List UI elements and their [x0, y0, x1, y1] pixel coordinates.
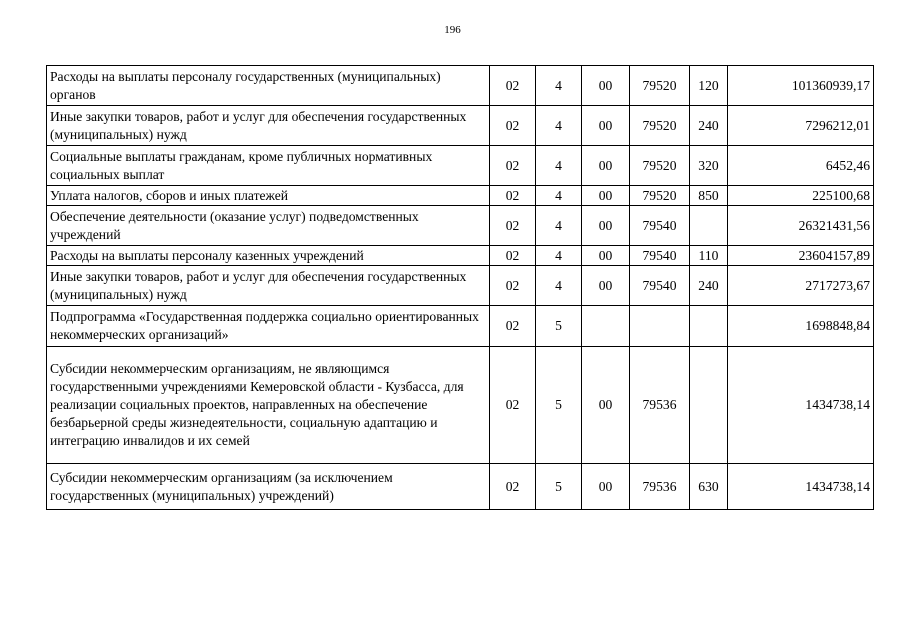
- row-amount: 1434738,14: [728, 464, 874, 510]
- row-target-code: 79540: [630, 246, 690, 266]
- row-program-code: [582, 306, 630, 347]
- row-program-code: 00: [582, 186, 630, 206]
- row-amount: 1698848,84: [728, 306, 874, 347]
- row-section-code: 02: [490, 464, 536, 510]
- row-target-code: 79520: [630, 146, 690, 186]
- row-name: Субсидии некоммерческим организациям (за исключением государственных (муниципальных) учреждений): [47, 464, 490, 510]
- row-program-code: 00: [582, 266, 630, 306]
- row-expense-type-code: 120: [690, 66, 728, 106]
- row-expense-type-code: 630: [690, 464, 728, 510]
- row-subsection-code: 4: [536, 206, 582, 246]
- row-name: Субсидии некоммерческим организациям, не являющимся государственными учреждениями Кемеровской области - Кузбасса, для реализации социальных проектов, направленных на обеспечение безбарьерной среды жизнедеятельности, социальную адаптацию и интеграцию инвалидов и их семей: [47, 347, 490, 464]
- table-row: [47, 266, 874, 306]
- row-subsection-code: 4: [536, 66, 582, 106]
- row-target-code: 79536: [630, 347, 690, 464]
- row-name: Расходы на выплаты персоналу казенных учреждений: [47, 246, 490, 266]
- table-row: [47, 106, 874, 146]
- row-section-code: 02: [490, 146, 536, 186]
- row-program-code: 00: [582, 106, 630, 146]
- row-amount: 26321431,56: [728, 206, 874, 246]
- row-amount: 23604157,89: [728, 246, 874, 266]
- row-subsection-code: 5: [536, 347, 582, 464]
- row-expense-type-code: 240: [690, 266, 728, 306]
- row-expense-type-code: 240: [690, 106, 728, 146]
- row-name: Уплата налогов, сборов и иных платежей: [47, 186, 490, 206]
- row-expense-type-code: 850: [690, 186, 728, 206]
- table-row: [47, 146, 874, 186]
- row-program-code: 00: [582, 347, 630, 464]
- row-amount: 7296212,01: [728, 106, 874, 146]
- row-subsection-code: 5: [536, 306, 582, 347]
- row-amount: 6452,46: [728, 146, 874, 186]
- row-target-code: 79520: [630, 186, 690, 206]
- row-target-code: 79520: [630, 66, 690, 106]
- row-target-code: 79536: [630, 464, 690, 510]
- row-name: Иные закупки товаров, работ и услуг для обеспечения государственных (муниципальных) нужд: [47, 266, 490, 306]
- row-section-code: 02: [490, 66, 536, 106]
- budget-table: [46, 65, 874, 510]
- row-program-code: 00: [582, 206, 630, 246]
- row-subsection-code: 4: [536, 106, 582, 146]
- row-amount: 101360939,17: [728, 66, 874, 106]
- row-expense-type-code: [690, 206, 728, 246]
- row-target-code: 79520: [630, 106, 690, 146]
- table-row: [47, 66, 874, 106]
- row-expense-type-code: 320: [690, 146, 728, 186]
- row-subsection-code: 4: [536, 146, 582, 186]
- table-row: [47, 347, 874, 464]
- row-program-code: 00: [582, 246, 630, 266]
- row-section-code: 02: [490, 186, 536, 206]
- page-number: 196: [444, 24, 461, 36]
- row-subsection-code: 4: [536, 266, 582, 306]
- row-section-code: 02: [490, 106, 536, 146]
- row-amount: 225100,68: [728, 186, 874, 206]
- row-name: Социальные выплаты гражданам, кроме публичных нормативных социальных выплат: [47, 146, 490, 186]
- row-program-code: 00: [582, 464, 630, 510]
- row-section-code: 02: [490, 306, 536, 347]
- row-subsection-code: 5: [536, 464, 582, 510]
- row-target-code: 79540: [630, 206, 690, 246]
- table-row: [47, 306, 874, 347]
- table-row: [47, 464, 874, 510]
- row-amount: 1434738,14: [728, 347, 874, 464]
- row-amount: 2717273,67: [728, 266, 874, 306]
- table-row: [47, 246, 874, 266]
- row-expense-type-code: [690, 347, 728, 464]
- row-name: Расходы на выплаты персоналу государственных (муниципальных) органов: [47, 66, 490, 106]
- row-section-code: 02: [490, 206, 536, 246]
- row-subsection-code: 4: [536, 186, 582, 206]
- row-section-code: 02: [490, 266, 536, 306]
- row-expense-type-code: [690, 306, 728, 347]
- table-row: [47, 206, 874, 246]
- row-target-code: 79540: [630, 266, 690, 306]
- row-section-code: 02: [490, 347, 536, 464]
- row-subsection-code: 4: [536, 246, 582, 266]
- table-row: [47, 186, 874, 206]
- row-expense-type-code: 110: [690, 246, 728, 266]
- row-name: Подпрограмма «Государственная поддержка социально ориентированных некоммерческих организаций»: [47, 306, 490, 347]
- row-name: Иные закупки товаров, работ и услуг для обеспечения государственных (муниципальных) нужд: [47, 106, 490, 146]
- row-program-code: 00: [582, 146, 630, 186]
- row-program-code: 00: [582, 66, 630, 106]
- row-section-code: 02: [490, 246, 536, 266]
- row-name: Обеспечение деятельности (оказание услуг) подведомственных учреждений: [47, 206, 490, 246]
- row-target-code: [630, 306, 690, 347]
